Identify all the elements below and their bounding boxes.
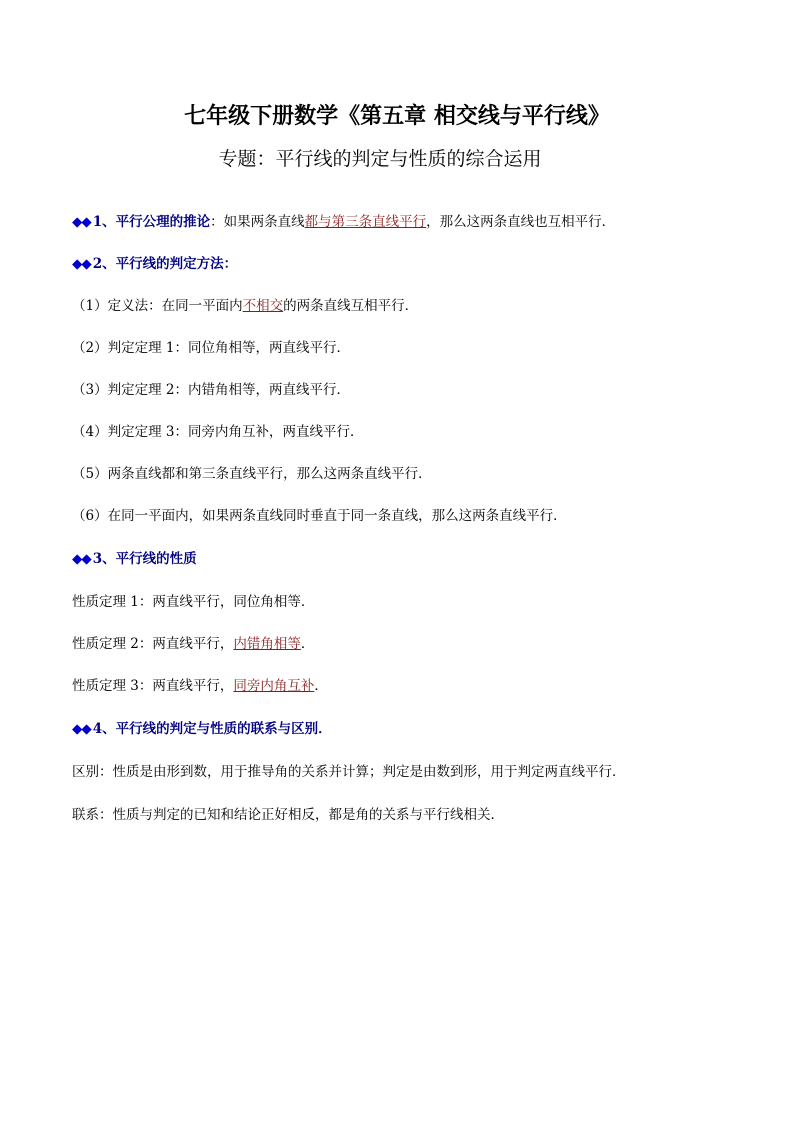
judgment-item-5: （5）两条直线都和第三条直线平行，那么这两条直线平行． bbox=[72, 466, 432, 482]
judgment-item-1-after: 的两条直线互相平行． bbox=[283, 298, 419, 314]
judgment-item-6: （6）在同一平面内，如果两条直线同时垂直于同一条直线，那么这两条直线平行． bbox=[72, 508, 567, 524]
section-1-colon: ： bbox=[210, 214, 224, 230]
judgment-item-1-emphasis: 不相交 bbox=[242, 298, 284, 314]
property-item-2 bbox=[72, 634, 314, 654]
property-item-2-before: 性质定理 2：两直线平行， bbox=[72, 636, 234, 652]
property-item-3-before: 性质定理 3：两直线平行， bbox=[72, 678, 234, 694]
diamond-bullet-icon: ◆◆ bbox=[72, 551, 91, 567]
section-1-heading-text: 1、平行公理的推论 bbox=[92, 214, 211, 230]
diamond-bullet-icon: ◆◆ bbox=[72, 721, 91, 737]
section-4-heading bbox=[72, 719, 332, 739]
judgment-item-1 bbox=[72, 296, 418, 316]
judgment-item-2: （2）判定定理 1：同位角相等，两直线平行． bbox=[72, 340, 350, 356]
section-1-emphasis: 都与第三条直线平行 bbox=[304, 214, 427, 230]
diamond-bullet-icon: ◆◆ bbox=[72, 214, 91, 230]
property-item-3-after: ． bbox=[314, 678, 328, 694]
property-item-1: 性质定理 1：两直线平行，同位角相等． bbox=[72, 594, 315, 610]
section-4-heading-text: 4、平行线的判定与性质的联系与区别 bbox=[92, 721, 319, 737]
page-subtitle: 专题：平行线的判定与性质的综合运用 bbox=[218, 148, 542, 170]
section-3-heading bbox=[72, 549, 197, 569]
section-4-period: ． bbox=[318, 721, 332, 737]
judgment-item-3: （3）判定定理 2：内错角相等，两直线平行． bbox=[72, 382, 350, 398]
page-title: 七年级下册数学《第五章 相交线与平行线》 bbox=[184, 103, 610, 129]
property-item-3 bbox=[72, 676, 328, 696]
difference-text: 区别：性质是由形到数，用于推导角的关系并计算；判定是由数到形，用于判定两直线平行． bbox=[72, 764, 626, 780]
section-2-heading bbox=[72, 254, 237, 274]
connection-text: 联系：性质与判定的已知和结论正好相反，都是角的关系与平行线相关． bbox=[72, 807, 504, 823]
section-2-heading-text: 2、平行线的判定方法： bbox=[92, 256, 238, 272]
section-1-heading bbox=[72, 214, 210, 230]
property-item-2-emphasis: 内错角相等 bbox=[233, 636, 301, 652]
section-3-heading-text: 3、平行线的性质 bbox=[92, 551, 197, 567]
property-item-3-emphasis: 同旁内角互补 bbox=[233, 678, 315, 694]
property-item-2-after: ． bbox=[300, 636, 315, 652]
section-1-text-after: ，那么这两条直线也互相平行． bbox=[426, 214, 616, 230]
section-1-paragraph bbox=[72, 212, 615, 232]
section-1-text-before: 如果两条直线 bbox=[223, 214, 305, 230]
diamond-bullet-icon: ◆◆ bbox=[72, 256, 91, 272]
judgment-item-1-before: （1）定义法：在同一平面内 bbox=[72, 298, 243, 314]
judgment-item-4: （4）判定定理 3：同旁内角互补，两直线平行． bbox=[72, 424, 364, 440]
